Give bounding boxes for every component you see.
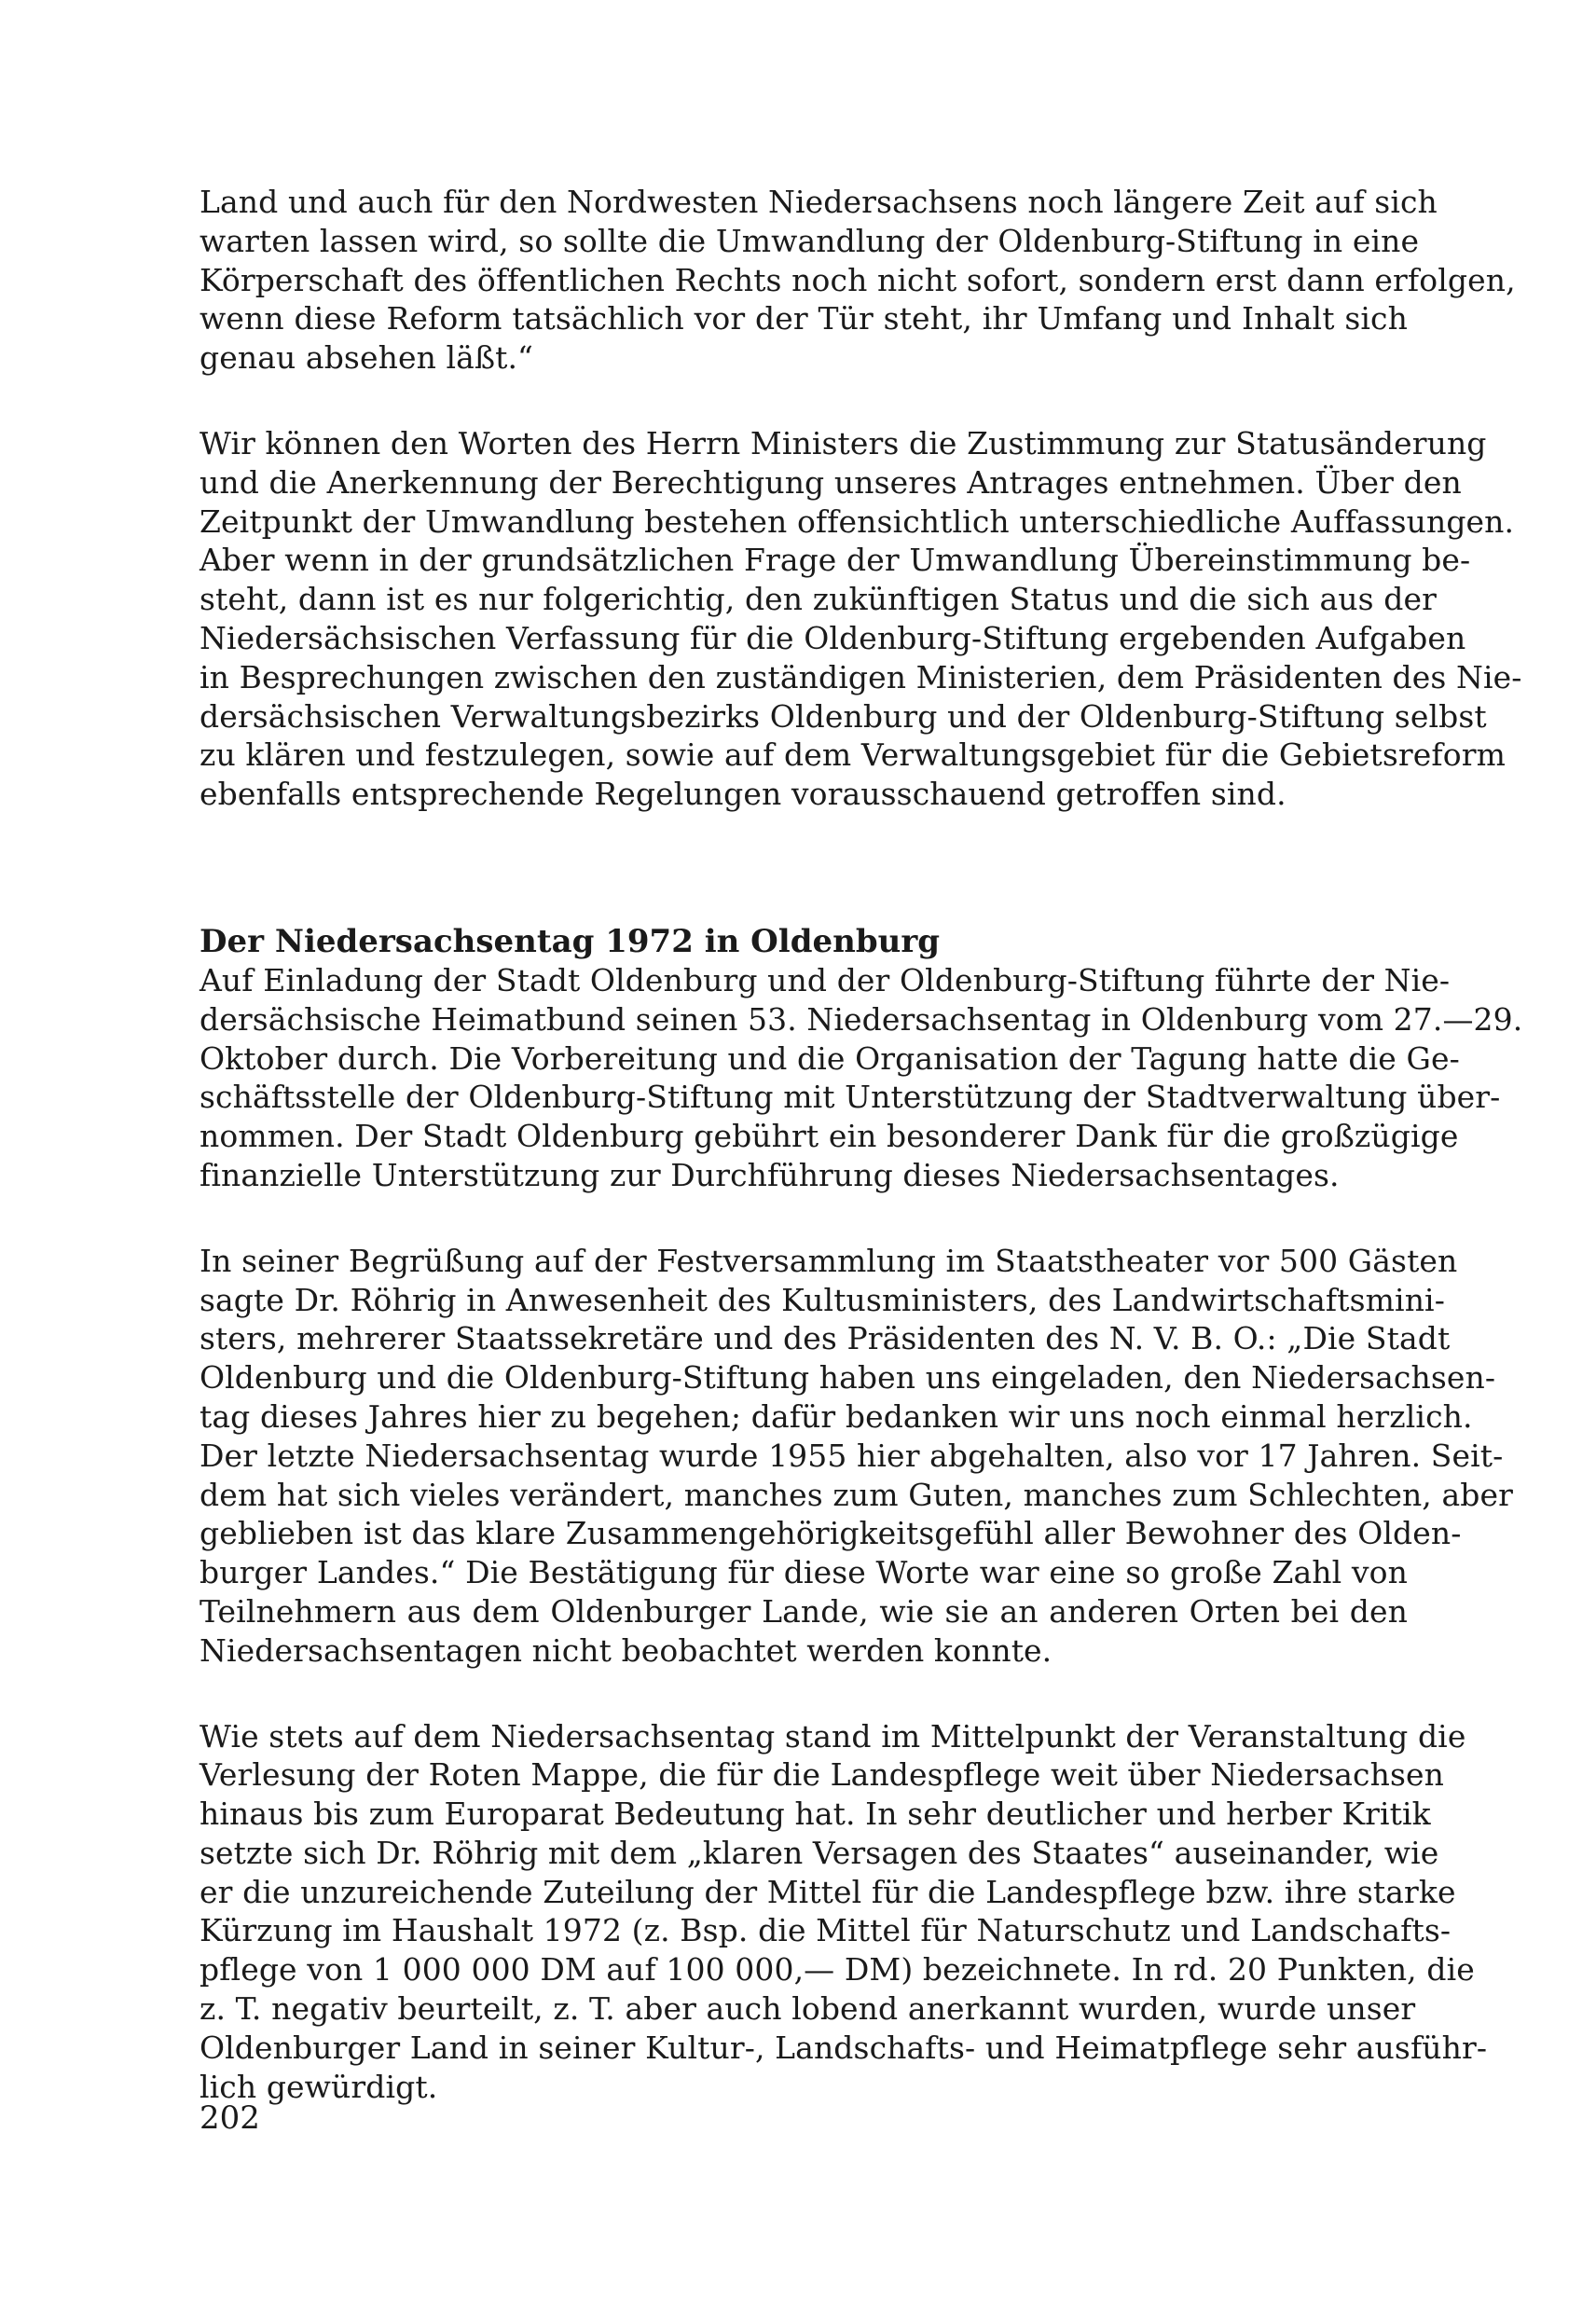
- paragraph-line: Aber wenn in der grundsätzlichen Frage der Umwandlung Übereinstimmung be-: [200, 542, 1471, 579]
- paragraph-3: [200, 961, 1523, 1195]
- paragraph-spacer: [200, 1195, 1408, 1242]
- paragraph-line: Zeitpunkt der Umwandlung bestehen offensichtlich unterschiedliche Auffassungen.: [200, 502, 1515, 540]
- paragraph-5: [200, 1717, 1488, 2107]
- paragraph-line: Land und auch für den Nordwesten Niedersachsens noch längere Zeit auf sich: [200, 184, 1438, 220]
- paragraph-line: Niedersachsentagen nicht beobachtet werden konnte.: [200, 1631, 1053, 1669]
- paragraph-line: dersächsischen Verwaltungsbezirks Oldenburg und der Oldenburg-Stiftung selbst: [200, 697, 1487, 735]
- paragraph-line: dersächsische Heimatbund seinen 53. Niedersachsentag in Oldenburg vom 27.—29.: [200, 1000, 1523, 1038]
- paragraph-line: z. T. negativ beurteilt, z. T. aber auch lobend anerkannt wurden, wurde unser: [200, 1990, 1416, 2028]
- paragraph-line: wenn diese Reform tatsächlich vor der Tür steht, ihr Umfang und Inhalt sich: [200, 300, 1408, 337]
- paragraph-line: setzte sich Dr. Röhrig mit dem „klaren Versagen des Staates“ auseinander, wie: [200, 1834, 1439, 1871]
- paragraph-line: warten lassen wird, so sollte die Umwandlung der Oldenburg-Stiftung in eine: [200, 222, 1420, 259]
- paragraph-line: sagte Dr. Röhrig in Anwesenheit des Kultusministers, des Landwirtschaftsmini-: [200, 1281, 1445, 1318]
- paragraph-line: Verlesung der Roten Mappe, die für die Landespflege weit über Niedersachsen: [200, 1756, 1444, 1794]
- paragraph-line: dem hat sich vieles verändert, manches zum Guten, manches zum Schlechten, aber: [200, 1476, 1513, 1513]
- paragraph-line: Oktober durch. Die Vorbereitung und die Organisation der Tagung hatte die Ge-: [200, 1039, 1460, 1077]
- page-body: [200, 183, 1523, 2106]
- paragraph-line: Körperschaft des öffentlichen Rechts noch nicht sofort, sondern erst dann erfolgen,: [200, 261, 1516, 298]
- paragraph-line: Oldenburg und die Oldenburg-Stiftung haben uns eingeladen, den Niedersachsen-: [200, 1359, 1496, 1397]
- paragraph-line: Kürzung im Haushalt 1972 (z. Bsp. die Mittel für Naturschutz und Landschafts-: [200, 1912, 1452, 1949]
- page-number: 202: [200, 2099, 260, 2137]
- paragraph-line: Auf Einladung der Stadt Oldenburg und der Oldenburg-Stiftung führte der Nie-: [200, 961, 1451, 998]
- paragraph-line: pflege von 1 000 000 DM auf 100 000,— DM) bezeichnete. In rd. 20 Punkten, die: [200, 1951, 1475, 1989]
- paragraph-line: In seiner Begrüßung auf der Festversammlung im Staatstheater vor 500 Gästen: [200, 1242, 1458, 1279]
- paragraph-line: in Besprechungen zwischen den zuständigen Ministerien, dem Präsidenten des Nie-: [200, 658, 1522, 695]
- paragraph-line: sters, mehrerer Staatssekretäre und des Präsidenten des N. V. B. O.: „Die Stadt: [200, 1320, 1451, 1357]
- paragraph-line: Niedersächsischen Verfassung für die Oldenburg-Stiftung ergebenden Aufgaben: [200, 619, 1466, 656]
- paragraph-line: Oldenburger Land in seiner Kultur-, Landschafts- und Heimatpflege sehr ausführ-: [200, 2029, 1488, 2066]
- paragraph-1: [200, 183, 1516, 378]
- section-spacer: [200, 814, 1408, 922]
- paragraph-line: Wie stets auf dem Niedersachsentag stand im Mittelpunkt der Veranstaltung die: [200, 1717, 1466, 1755]
- paragraph-spacer: [200, 1671, 1408, 1717]
- section-heading: Der Niedersachsentag 1972 in Oldenburg: [200, 922, 941, 960]
- paragraph-line: hinaus bis zum Europarat Bedeutung hat. In sehr deutlicher und herber Kritik: [200, 1796, 1431, 1833]
- paragraph-line: ebenfalls entsprechende Regelungen vorausschauend getroffen sind.: [200, 776, 1286, 813]
- paragraph-line: und die Anerkennung der Berechtigung unseres Antrages entnehmen. Über den: [200, 463, 1462, 501]
- paragraph-line: burger Landes.“ Die Bestätigung für diese Worte war eine so große Zahl von: [200, 1554, 1408, 1591]
- paragraph-line: schäftsstelle der Oldenburg-Stiftung mit Unterstützung der Stadtverwaltung über-: [200, 1079, 1501, 1116]
- paragraph-line: er die unzureichende Zuteilung der Mittel für die Landespflege bzw. ihre starke: [200, 1873, 1456, 1910]
- paragraph-line: genau absehen läßt.“: [200, 339, 534, 377]
- paragraph-line: Teilnehmern aus dem Oldenburger Lande, wie sie an anderen Orten bei den: [200, 1592, 1408, 1630]
- paragraph-2: [200, 424, 1522, 814]
- paragraph-line: lich gewürdigt.: [200, 2068, 438, 2105]
- paragraph-line: Der letzte Niedersachsentag wurde 1955 hier abgehalten, also vor 17 Jahren. Seit-: [200, 1437, 1504, 1474]
- paragraph-line: geblieben ist das klare Zusammengehörigkeitsgefühl aller Bewohner des Olden-: [200, 1515, 1462, 1552]
- paragraph-line: finanzielle Unterstützung zur Durchführung dieses Niedersachsentages.: [200, 1156, 1340, 1193]
- paragraph-line: nommen. Der Stadt Oldenburg gebührt ein besonderer Dank für die großzügige: [200, 1118, 1459, 1155]
- paragraph-spacer: [200, 378, 1408, 424]
- paragraph-line: tag dieses Jahres hier zu begehen; dafür bedanken wir uns noch einmal herzlich.: [200, 1397, 1473, 1435]
- paragraph-line: steht, dann ist es nur folgerichtig, den zukünftigen Status und die sich aus der: [200, 581, 1438, 618]
- paragraph-4: [200, 1242, 1513, 1671]
- paragraph-line: zu klären und festzulegen, sowie auf dem Verwaltungsgebiet für die Gebietsreform: [200, 736, 1506, 774]
- paragraph-line: Wir können den Worten des Herrn Ministers die Zustimmung zur Statusänderung: [200, 424, 1487, 461]
